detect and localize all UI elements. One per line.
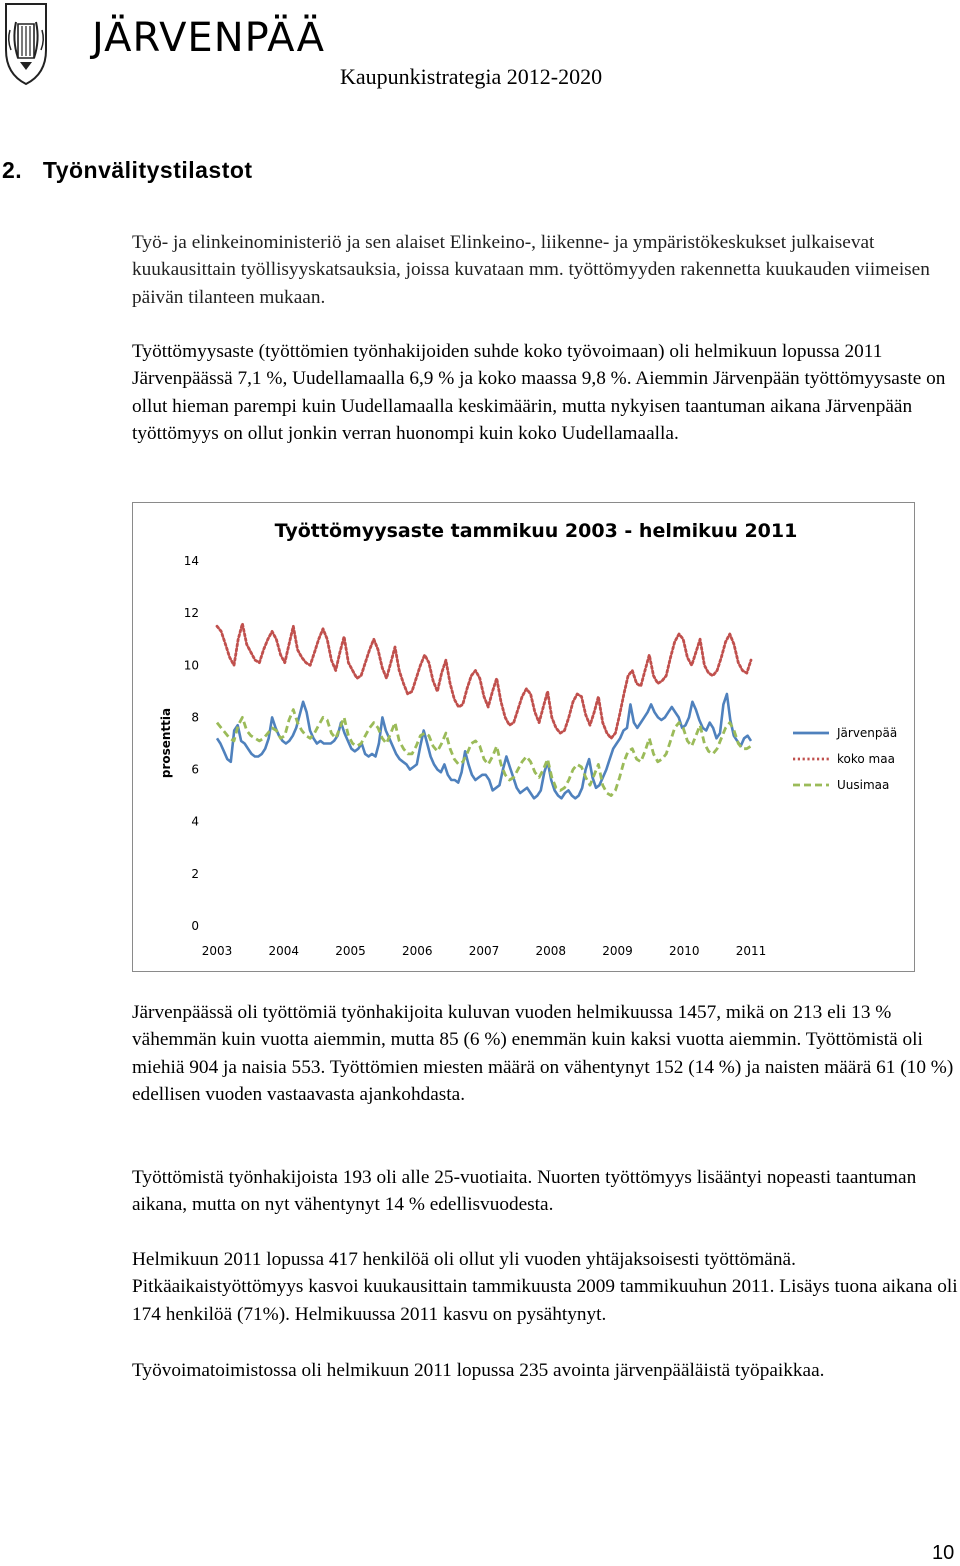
chart-y-axis-label: prosenttia (159, 707, 173, 779)
paragraph-open-positions: Työvoimatoimistossa oli helmikuun 2011 lopussa 235 avointa järvenpääläistä työpaikkaa. (132, 1360, 825, 1381)
chart-canvas (133, 503, 916, 973)
x-tick-label: 2005 (335, 944, 366, 958)
y-tick-label: 2 (191, 866, 199, 881)
city-crest-logo (2, 0, 50, 86)
y-tick-label: 10 (183, 658, 199, 673)
y-tick-label: 12 (183, 606, 199, 621)
paragraph-youth-unemployment: Työttömistä työnhakijoista 193 oli alle 25-vuotiaita. Nuorten työttömyys lisääntyi nopeasti taantuman aikana, mutta on nyt vähentynyt 14 % edellisvuodesta. (132, 1167, 917, 1216)
unemployment-rate-chart (132, 502, 915, 972)
paragraph-unemployment-rate: Työttömyysaste (työttömien työnhakijoiden suhde koko työvoimaan) oli helmikuun lopussa 2011 Järvenpäässä 7,1 %, Uudellamaalla 6,9 % ja koko maassa 9,8 %. Aiemmin Järvenpään työttömyysaste on ollut hieman parempi kuin Uudellamaalla keskimäärin, mutta nykyisen taantuman aikana Järvenpään työttömyys on ollut jonkin verran huonompi kuin koko Uudellamaalla. (132, 341, 946, 445)
y-tick-label: 14 (183, 554, 199, 568)
y-tick-label: 6 (191, 762, 199, 777)
series-line-uusimaa (217, 710, 751, 796)
x-tick-label: 2010 (668, 944, 700, 958)
section-heading: 2. Työnvälitystilastot (2, 157, 253, 183)
paragraph-long-term-unemployment: Helmikuun 2011 lopussa 417 henkilöä oli ollut yli vuoden yhtäjaksoisesti työttömänä. Pitkäaikaistyöttömyys kasvoi kuukausittain tammikuusta 2009 tammikuuhun 2011. Lisäys tuona aikana oli 174 henkilöä (71%). Helmikuussa 2011 kasvu on pysähtynyt. (132, 1249, 958, 1325)
x-tick-label: 2007 (468, 944, 500, 958)
x-tick-label: 2009 (602, 944, 633, 958)
document-subtitle: Kaupunkistrategia 2012-2020 (340, 64, 603, 89)
paragraph-job-seekers: Järvenpäässä oli työttömiä työnhakijoita kuluvan vuoden helmikuussa 1457, mikä on 213 eli 13 % vähemmän kuin vuotta aiemmin, mutta 85 (6 %) enemmän kuin kaksi vuotta aiemmin. Työttömistä oli miehiä 904 ja naisia 553. Työttömien miesten määrä on vähentynyt 152 (14 %) ja naisten määrä 61 (10 %) edellisen vuoden vastaavasta ajankohdasta. (132, 1002, 954, 1106)
x-tick-label: 2008 (535, 944, 567, 958)
x-tick-label: 2006 (401, 944, 433, 958)
city-name: JÄRVENPÄÄ (92, 15, 326, 61)
legend-label: koko maa (837, 752, 895, 766)
y-tick-label: 8 (191, 710, 199, 725)
page-number: 10 (932, 1542, 955, 1564)
series-line-järvenpää (217, 694, 751, 798)
y-tick-label: 0 (191, 919, 199, 933)
legend-label: Järvenpää (837, 726, 898, 740)
chart-title: Työttömyysaste tammikuu 2003 - helmikuu 2011 (274, 520, 798, 542)
legend-label: Uusimaa (837, 778, 890, 792)
x-tick-label: 2004 (268, 944, 300, 958)
paragraph-intro: Työ- ja elinkeinoministeriö ja sen alaiset Elinkeino-, liikenne- ja ympäristökeskukset julkaisevat kuukausittain työllisyyskatsauksia, joissa kuvataan mm. työttömyyden rakennetta kuukauden viimeisen päivän tilanteen mukaan. (132, 232, 930, 308)
x-tick-label: 2011 (735, 944, 767, 958)
x-tick-label: 2003 (201, 944, 233, 958)
y-tick-label: 4 (191, 814, 199, 829)
